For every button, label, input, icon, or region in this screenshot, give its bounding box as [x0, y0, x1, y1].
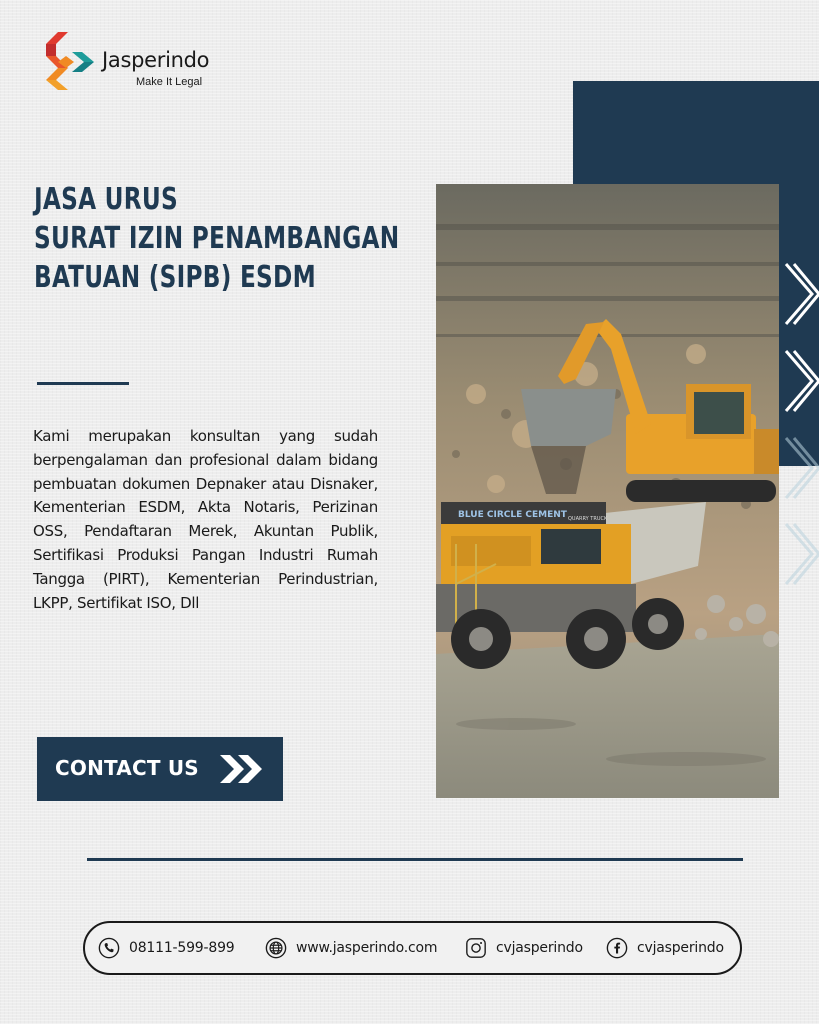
title-line-1: JASA URUS: [34, 182, 178, 217]
facebook-handle: cvjasperindo: [637, 940, 724, 956]
facebook-icon: [606, 937, 628, 959]
truck-brand-text: BLUE CIRCLE CEMENT: [458, 510, 567, 520]
mining-photo: [436, 184, 779, 798]
contact-facebook[interactable]: [606, 936, 724, 960]
chevron-decoration-icon: [778, 256, 819, 596]
brand-logo[interactable]: [44, 30, 244, 96]
title-divider: [37, 382, 129, 385]
phone-icon: [98, 937, 120, 959]
phone-number: 08111-599-899: [129, 940, 235, 956]
website-url: www.jasperindo.com: [296, 940, 438, 956]
excavator-dump-truck-illustration: [436, 184, 779, 798]
contact-phone[interactable]: [98, 936, 234, 960]
contact-website[interactable]: [265, 936, 437, 960]
contact-bar: [83, 921, 742, 975]
footer-divider: [87, 858, 743, 861]
contact-us-label: CONTACT US: [55, 756, 199, 780]
brand-tagline: Make It Legal: [136, 76, 203, 88]
page-title: [34, 180, 400, 297]
instagram-icon: [465, 937, 487, 959]
contact-us-button[interactable]: [37, 737, 283, 801]
truck-sub-text: QUARRY TRUCK: [568, 516, 608, 522]
globe-icon: [265, 937, 287, 959]
title-line-2: SURAT IZIN PENAMBANGAN: [34, 221, 400, 256]
jasperindo-logo-icon: [44, 30, 98, 92]
brand-name: Jasperindo: [102, 48, 210, 72]
contact-instagram[interactable]: [465, 936, 583, 960]
description-text: Kami merupakan konsultan yang sudah berpengalaman dan profesional dalam bidang pembuatan dokumen Depnaker atau Disnaker, Kementerian ESDM, Akta Notaris, Perizinan OSS, Pendaftaran Merek, Akuntan Publik, Sertifikasi Produksi Pangan Industri Rumah Tangga (PIRT), Kementerian Perindustrian, LKPP, Sertifikat ISO, Dll: [33, 427, 378, 612]
title-line-3: BATUAN (SIPB) ESDM: [34, 260, 316, 295]
instagram-handle: cvjasperindo: [496, 940, 583, 956]
double-chevron-right-icon: [218, 753, 266, 785]
